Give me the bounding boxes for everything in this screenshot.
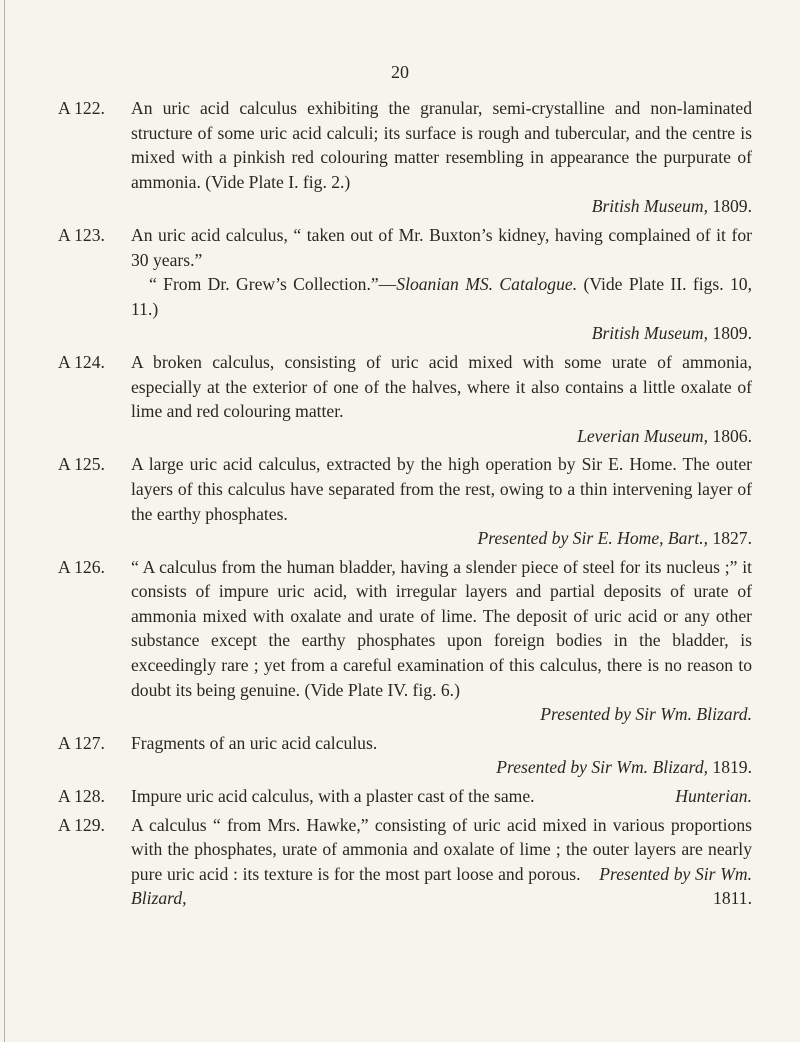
entry-text-italic: Sloanian MS. Catalogue. (396, 274, 578, 295)
entry-text: A large uric acid calculus, extracted by the high operation by Sir E. Home. The outer layers of this calculus have separated from the rest, owing to a thin intervening layer of the earthy phosphates. (131, 454, 752, 524)
catalogue-entries (58, 96, 752, 915)
entry-source: Presented by Sir E. Home, Bart., 1827. (477, 528, 752, 549)
entry-source: Hunterian. (675, 786, 752, 807)
entry-text-quote: “ From Dr. Grew’s Collection.”— (149, 274, 397, 295)
entry-source: British Museum, 1809. (591, 323, 752, 344)
entry-id: A 126. (58, 556, 105, 577)
entry-text: A calculus “ from Mrs. Hawke,” consisting of uric acid mixed in various proportions with the phosphates, urate of ammonia and oxalate of lime ; the outer layers are nearly pure uric acid : its texture is for the most part loose and porous. (131, 814, 752, 884)
entry-id: A 122. (58, 98, 105, 118)
entry-source: Presented by Sir Wm. Blizard, 1811. (131, 863, 752, 909)
page-edge-line (4, 0, 5, 1042)
page-number: 20 (391, 62, 409, 82)
entry-id: A 124. (58, 351, 105, 372)
entry-source: Leverian Museum, 1806. (577, 425, 752, 446)
entry-text: An uric acid calculus exhibiting the granular, semi-crystalline and non-laminated structure of some uric acid calculi; its surface is rough and tubercular, and the centre is mixed with a pinkish red colouring matter resembling in appearance the purpurate of ammonia. (Vide Plate I. fig. 2.) (131, 98, 752, 192)
catalogue-entry (58, 555, 752, 727)
entry-source: Presented by Sir Wm. Blizard. (540, 704, 752, 725)
entry-text: Fragments of an uric acid calculus. (131, 732, 378, 753)
entry-source: Presented by Sir Wm. Blizard, 1819. (496, 757, 752, 778)
catalogue-entry (58, 96, 752, 219)
entry-id: A 123. (58, 224, 105, 245)
entry-text: “ A calculus from the human bladder, having a slender piece of steel for its nucleus ;” it consists of impure uric acid, with irregular layers and partial deposits of urate of ammonia mixed with oxalate and urate of lime. The deposit of uric acid or any other substance except the earthy phosphates upon foreign bodies in the bladder, is exceedingly rare ; yet from a careful examination of this calculus, there is no reason to doubt its being genuine. (Vide Plate IV. fig. 6.) (131, 556, 752, 700)
entry-text: Impure uric acid calculus, with a plaster cast of the same. (131, 786, 535, 807)
entry-id: A 125. (58, 454, 105, 475)
catalogue-entry (58, 784, 752, 809)
entry-text: An uric acid calculus, “ taken out of Mr. Buxton’s kidney, having complained of it for 30 years.” (131, 224, 752, 270)
entry-text: A broken calculus, consisting of uric acid mixed with some urate of ammonia, especially at the exterior of one of the halves, where it also contains a little oxalate of lime and red colouring matter. (131, 351, 752, 422)
entry-source: British Museum, 1809. (591, 196, 752, 217)
catalogue-entry (58, 731, 752, 780)
entry-id: A 127. (58, 732, 105, 753)
entry-text-plate-ref: (Vide Plate II. figs. 10, 11.) (131, 274, 752, 319)
catalogue-entry (58, 223, 752, 346)
catalogue-entry (58, 350, 752, 448)
entry-id: A 128. (58, 786, 105, 807)
catalogue-entry (58, 813, 752, 911)
catalogue-entry (58, 452, 752, 550)
entry-id: A 129. (58, 814, 105, 835)
